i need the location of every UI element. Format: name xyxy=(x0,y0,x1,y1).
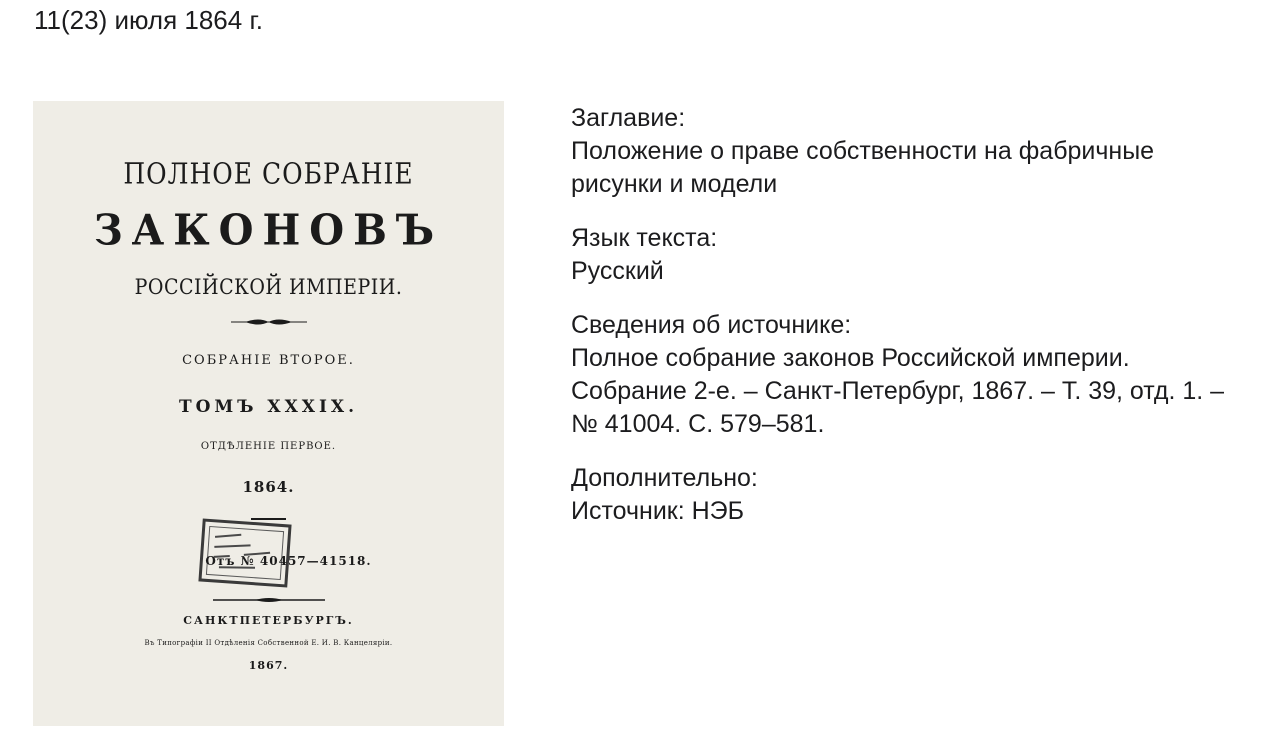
title-page-line-9: САНКТПЕТЕРБУРГЪ. xyxy=(183,614,354,627)
ornament-divider xyxy=(33,595,504,605)
title-page-line-1: ПОЛНОЕ СОБРАНІЕ xyxy=(123,156,414,191)
title-page-line-8: Отъ № 40457—41518. xyxy=(205,554,372,568)
ornament-divider xyxy=(33,317,504,327)
title-page-line-5: ТОМЪ XXXIX. xyxy=(178,397,359,417)
title-page-line-3: РОССІЙСКОЙ ИМПЕРІИ. xyxy=(134,274,403,300)
title-value: Положение о праве собственности на фабричные рисунки и модели xyxy=(571,137,1155,198)
title-label: Заглавие: xyxy=(571,104,686,132)
date-heading: 11(23) июля 1864 г. xyxy=(34,5,263,35)
source-label: Сведения об источнике: xyxy=(571,311,852,339)
title-page-line-10: Въ Типографіи II Отдѣленія Собственной Е. И. В. Канцеляріи. xyxy=(144,639,393,647)
language-section xyxy=(571,222,1251,288)
extra-value: Источник: НЭБ xyxy=(571,497,745,525)
title-page-line-7: 1864. xyxy=(242,478,295,496)
library-stamp xyxy=(198,518,292,588)
extra-label: Дополнительно: xyxy=(571,464,758,492)
title-page-line-11: 1867. xyxy=(248,659,289,672)
language-value: Русский xyxy=(571,257,664,285)
metadata-panel xyxy=(571,102,1251,549)
title-section xyxy=(571,102,1251,201)
language-label: Язык текста: xyxy=(571,224,718,252)
title-page-line-2: ЗАКОНОВЪ xyxy=(93,205,444,256)
source-value: Полное собрание законов Российской империи. Собрание 2-е. – Санкт-Петербург, 1867. – Т. 39, отд. 1. – № 41004. С. 579–581. xyxy=(571,344,1225,438)
extra-section xyxy=(571,462,1251,528)
title-page-line-4: СОБРАНІЕ ВТОРОЕ. xyxy=(182,353,355,368)
document-title-page-image xyxy=(33,101,504,726)
source-section xyxy=(571,309,1251,441)
title-page-line-6: ОТДѢЛЕНІЕ ПЕРВОЕ. xyxy=(200,441,337,452)
